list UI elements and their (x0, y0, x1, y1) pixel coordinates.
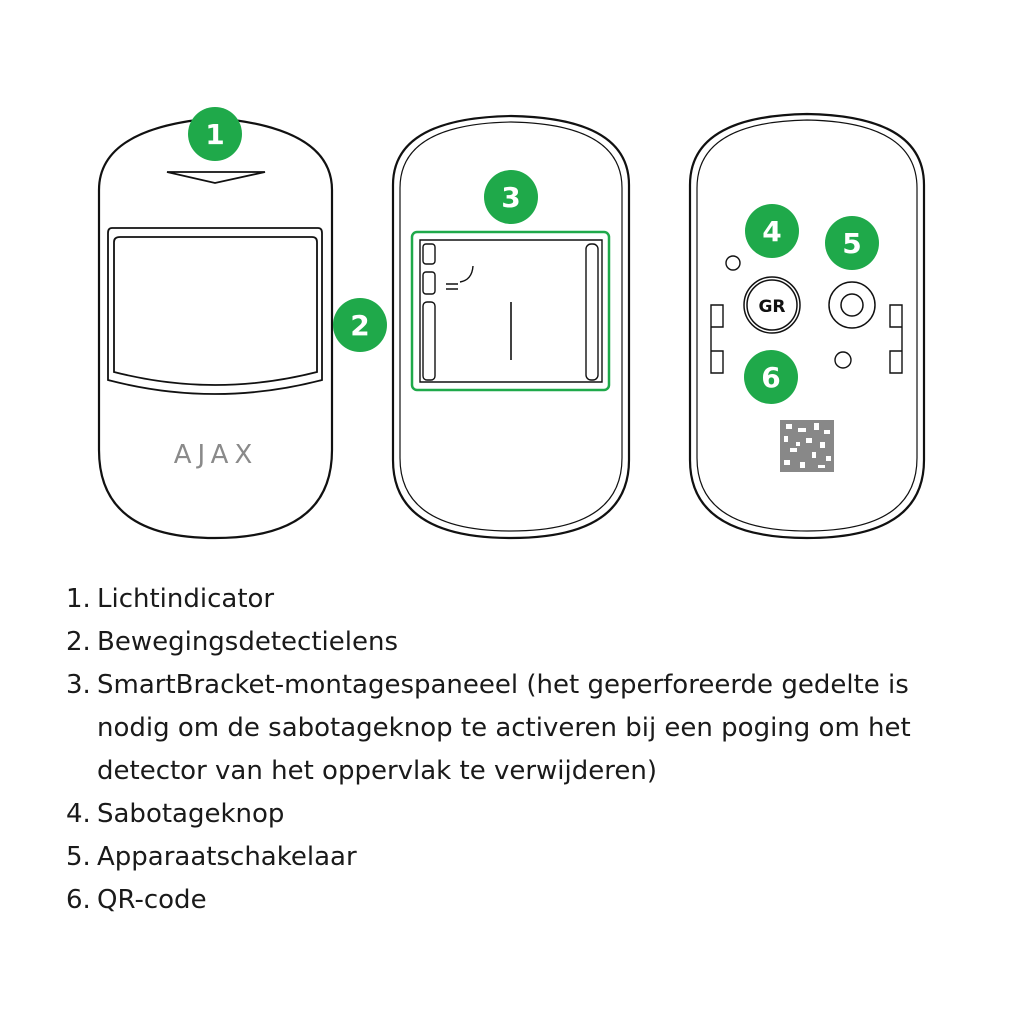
legend-item (66, 836, 966, 879)
detector-back (690, 114, 924, 538)
badge-2 (333, 298, 387, 352)
legend-text: SmartBracket-montagespaneeel (het geperforeerde gedelte is nodig om de sabotageknop te activeren bij een poging om het detector van het oppervlak te verwijderen) (97, 670, 911, 786)
legend-number: 1. (66, 584, 91, 614)
svg-text:3: 3 (501, 181, 521, 214)
legend-number: 5. (66, 842, 91, 872)
badge-6 (744, 350, 798, 404)
legend-text: Sabotageknop (97, 799, 285, 829)
svg-text:6: 6 (761, 361, 781, 394)
legend-number: 6. (66, 885, 91, 915)
legend-list (66, 578, 966, 922)
legend-item (66, 621, 966, 664)
detector-front (99, 118, 332, 538)
legend-item (66, 664, 966, 793)
qr-code (780, 420, 834, 472)
svg-text:1: 1 (205, 118, 225, 151)
legend-number: 4. (66, 799, 91, 829)
legend-text: QR-code (97, 885, 207, 915)
svg-text:4: 4 (762, 215, 782, 248)
legend-text: Bewegingsdetectielens (97, 627, 398, 657)
legend-item (66, 879, 966, 922)
svg-text:5: 5 (842, 227, 862, 260)
svg-text:2: 2 (350, 309, 370, 342)
legend-text: Lichtindicator (97, 584, 275, 614)
legend-text: Apparaatschakelaar (97, 842, 357, 872)
legend-item (66, 793, 966, 836)
ajax-logo: AJAX (173, 440, 259, 470)
legend-number: 2. (66, 627, 91, 657)
tamper-button-label: GR (758, 297, 786, 317)
badge-1 (188, 107, 242, 161)
legend-number: 3. (66, 670, 91, 700)
badge-3 (484, 170, 538, 224)
badge-5 (825, 216, 879, 270)
badge-4 (745, 204, 799, 258)
legend-item (66, 578, 966, 621)
